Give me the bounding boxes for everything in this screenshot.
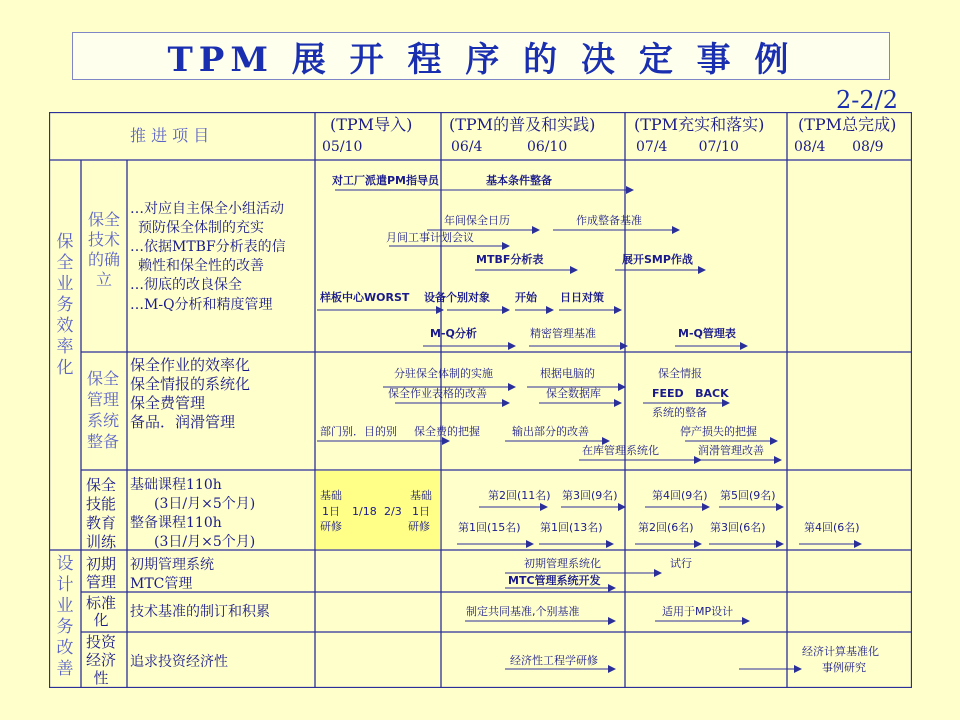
- group-label-design-improvement: 设计业务改善: [56, 554, 74, 679]
- r1-item: 预防保全体制的充实: [138, 220, 264, 236]
- task-label: 精密管理基准: [530, 327, 596, 340]
- r3-item: (3日/月×5个月): [154, 496, 256, 512]
- task-label: 第1回(15名): [458, 521, 521, 534]
- phase-3-dates: 07/4 07/10: [636, 139, 739, 155]
- task-label: 根据电脑的: [540, 367, 595, 380]
- task-label: 基本条件整备: [486, 174, 552, 187]
- r1-item: 赖性和保全性的改善: [138, 258, 264, 274]
- task-label: 制定共同基准,个别基准: [466, 605, 580, 618]
- r1-item: …依据MTBF分析表的信: [130, 239, 286, 255]
- r4-item: MTC管理: [130, 576, 193, 592]
- r1-item: …彻底的改良保全: [130, 277, 242, 293]
- task-label: 第2回(6名): [638, 521, 694, 534]
- task-label: 经济计算基准化: [802, 645, 879, 658]
- task-label: 研修: [320, 520, 342, 533]
- task-label: 在库管理系统化: [582, 444, 659, 457]
- task-label: 试行: [670, 557, 692, 570]
- header-corner-label: 推 进 项 目: [130, 126, 210, 145]
- task-label: FEED BACK: [652, 387, 729, 400]
- task-label: 1日: [412, 505, 430, 518]
- r4-item: 初期管理系统: [130, 557, 214, 573]
- task-label: 展开SMP作战: [622, 253, 693, 266]
- task-label: 分驻保全体制的实施: [394, 367, 493, 380]
- task-label: MTC管理系统开发: [508, 574, 601, 587]
- row-label-investment: 投资经济性: [85, 633, 116, 687]
- r6-item: 追求投资经济性: [130, 654, 228, 670]
- task-label: 1日: [322, 505, 340, 518]
- task-label: 研修: [408, 520, 430, 533]
- group-label-maintenance-efficiency: 保全业务效率化: [56, 232, 74, 378]
- phase-1-name: (TPM导入): [330, 115, 413, 134]
- r1-item: …M-Q分析和精度管理: [130, 297, 273, 313]
- task-label: 润滑管理改善: [698, 444, 764, 457]
- task-label: 部门别．目的别: [320, 425, 397, 438]
- page-title: TPM 展 开 程 序 的 决 定 事 例: [72, 32, 890, 80]
- task-label: 保全费的把握: [414, 425, 480, 438]
- task-label: 第2回(11名): [488, 489, 551, 502]
- task-label: MTBF分析表: [476, 253, 544, 266]
- task-label: 样板中心WORST: [320, 291, 410, 304]
- task-label: 开始: [515, 291, 537, 304]
- task-label: 基础: [320, 489, 342, 502]
- task-label: 保全数据库: [546, 387, 601, 400]
- task-label: 第5回(9名): [720, 489, 776, 502]
- page-number: 2-2/2: [835, 86, 898, 114]
- task-label: 保全作业表格的改善: [388, 387, 487, 400]
- task-label: 第3回(9名): [562, 489, 618, 502]
- task-label: 经济性工程学研修: [510, 654, 598, 667]
- r3-item: 整备课程110h: [130, 515, 222, 531]
- r3-item: (3日/月×5个月): [154, 534, 256, 550]
- task-label: 保全情报: [658, 367, 702, 380]
- r2-item: 保全情报的系统化: [130, 375, 251, 393]
- r2-item: 备品．润滑管理: [130, 413, 236, 431]
- phase-2-name: (TPM的普及和实践): [449, 115, 596, 134]
- row-label-maintenance-tech: 保全技术的确立: [87, 210, 120, 289]
- task-label: 年间保全日历: [444, 214, 510, 227]
- phase-2-dates: 06/4 06/10: [451, 139, 568, 155]
- row-label-standardization: 标准化: [85, 594, 116, 629]
- task-label: 适用于MP设计: [662, 605, 734, 618]
- task-label: 事例研究: [822, 661, 866, 674]
- task-label: 1/18: [352, 505, 377, 518]
- task-label: 输出部分的改善: [512, 425, 589, 438]
- r2-item: 保全费管理: [130, 394, 206, 412]
- row-label-initial-management: 初期管理: [85, 555, 116, 591]
- task-label: 第1回(13名): [540, 521, 603, 534]
- task-label: 第4回(6名): [804, 521, 860, 534]
- task-label: 停产损失的把握: [680, 425, 757, 438]
- task-label: 月间工事计划会议: [386, 231, 474, 244]
- task-label: 第3回(6名): [710, 521, 766, 534]
- task-label: 2/3: [384, 505, 402, 518]
- task-label: 系统的整备: [652, 406, 707, 419]
- row-label-management-system: 保全管理系统整备: [86, 369, 119, 451]
- r5-item: 技术基准的制订和积累: [130, 604, 270, 620]
- task-label: M-Q管理表: [678, 327, 736, 340]
- r2-item: 保全作业的效率化: [130, 356, 251, 374]
- r1-item: …对应自主保全小组活动: [130, 201, 284, 217]
- phase-4-dates: 08/4 08/9: [794, 139, 884, 155]
- task-label: M-Q分析: [430, 327, 477, 340]
- phase-4-name: (TPM总完成): [798, 115, 897, 134]
- row-label-skill-training: 保全技能教育训练: [85, 476, 116, 551]
- phase-3-name: (TPM充实和落实): [634, 115, 765, 134]
- task-label: 对工厂派遣PM指导员: [332, 174, 440, 187]
- task-label: 作成整备基准: [576, 214, 642, 227]
- task-label: 基础: [410, 489, 432, 502]
- task-label: 设备个别对象: [424, 291, 490, 304]
- task-label: 日日对策: [560, 291, 604, 304]
- task-label: 初期管理系统化: [524, 557, 601, 570]
- phase-1-dates: 05/10: [322, 139, 363, 155]
- task-label: 第4回(9名): [652, 489, 708, 502]
- r3-item: 基础课程110h: [130, 477, 222, 493]
